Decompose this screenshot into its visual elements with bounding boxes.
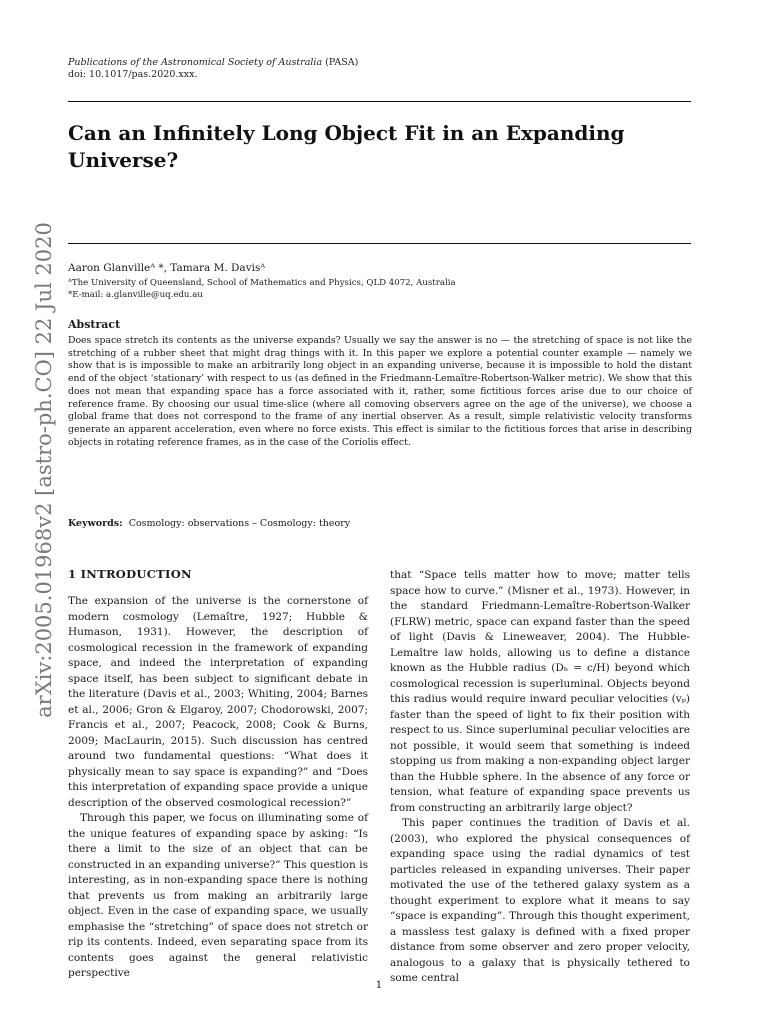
keywords-label: Keywords: <box>68 518 123 529</box>
journal-header <box>68 57 358 81</box>
affiliation-block <box>68 277 456 301</box>
paragraph: This paper continues the tradition of Davis et al. (2003), who explored the physical consequences of expanding space using the radial dynamics of test particles released in expanding universes. Their paper motivated the use of the tethered galaxy system as a thought experiment to explore what it means to say “space is expanding”. Through this thought experiment, a massless test galaxy is defined with a fixed proper distance from some observer and zero proper velocity, analogous to a galaxy that is physically tethered to some central <box>390 817 690 984</box>
abstract-text: Does space stretch its contents as the universe expands? Usually we say the answer is no — the stretching of space is not like the stretching of a rubber sheet that might drag things with it. In this paper we explore a potential counter example — namely we show that is is impossible to make an arbitrarily long object in an expanding universe, because it is impossible to hold the distant end of the object ‘stationary’ with respect to us (as defined in the Friedmann-Lemaître-Robertson-Walker metric). We show that this does not mean that expanding space has a force associated with it, rather, some fictitious forces arise due to our choice of reference frame. By choosing our usual time-slice (where all comoving observers agree on the age of the universe), we choose a global frame that does not correspond to the frame of any inertial observer. As a result, simple relativistic velocity transforms generate an apparent acceleration, even where no force exists. This effect is similar to the fictitious forces that arise in describing objects in rotating reference frames, as in the case of the Coriolis effect. <box>68 335 692 448</box>
paragraph: that “Space tells matter how to move; matter tells space how to curve.” (Misner et al., 1973). However, in the standard Friedmann-Lemaître-Robertson-Walker (FLRW) metric, space can expand faster than the speed of light (Davis & Lineweaver, 2004). The Hubble-Lemaître law holds, allowing us to define a distance known as the Hubble radius (Dₕ = c/H) beyond which cosmological recession is superluminal. Objects beyond this radius would require inward peculiar velocities (vₚ) faster than the speed of light to fix their position with respect to us. Since superluminal peculiar velocities are not possible, it would seem that something is indeed stopping us from making a non-expanding object larger than the Hubble sphere. In the absence of any force or tension, what feature of expanding space prevents us from constructing an arbitrarily large object? <box>390 569 690 814</box>
section-heading: 1 INTRODUCTION <box>68 567 192 581</box>
title-rule <box>68 243 691 244</box>
top-rule <box>68 101 691 102</box>
email: *E-mail: a.glanville@uq.edu.au <box>68 290 203 300</box>
journal-abbrev: (PASA) <box>325 57 359 68</box>
journal-name: Publications of the Astronomical Society of Australia <box>68 57 323 68</box>
right-column <box>390 568 690 987</box>
affiliation: ᴬThe University of Queensland, School of Mathematics and Physics, QLD 4072, Australia <box>68 278 456 288</box>
left-column <box>68 594 368 982</box>
paragraph: The expansion of the universe is the cornerstone of modern cosmology (Lemaître, 1927; Hubble & Humason, 1931). However, the description of cosmological recession in the framework of expanding space, and indeed the interpretation of expanding space itself, has been subject to significant debate in the literature (Davis et al., 2003; Whiting, 2004; Barnes et al., 2006; Gron & Elgaroy, 2007; Chodorowski, 2007; Francis et al., 2007; Peacock, 2008; Cook & Burns, 2009; MacLaurin, 2015). Such discussion has centred around two fundamental questions: “What does it physically mean to say space is expanding?” and “Does this interpretation of expanding space provide a unique description of the observed cosmological recession?” <box>68 595 368 809</box>
arxiv-stamp: arXiv:2005.01968v2 [astro-ph.CO] 22 Jul 2020 <box>32 222 56 718</box>
authors: Aaron Glanvilleᴬ *, Tamara M. Davisᴬ <box>68 262 266 274</box>
keywords <box>68 518 350 530</box>
abstract-heading: Abstract <box>68 318 121 331</box>
keywords-text: Cosmology: observations – Cosmology: theory <box>128 518 351 529</box>
paragraph: Through this paper, we focus on illuminating some of the unique features of expanding space by asking: “Is there a limit to the size of an object that can be constructed in an expanding universe?” This question is interesting, as in non-expanding space there is nothing that prevents us from making an arbitrarily large object. Even in the case of expanding space, we usually emphasise the “stretching” of space does not stretch or rip its contents. Indeed, even separating space from its contents goes against the general relativistic perspective <box>68 812 368 979</box>
page-number: 1 <box>375 979 383 991</box>
journal-citation <box>68 57 358 69</box>
doi: doi: 10.1017/pas.2020.xxx. <box>68 69 198 80</box>
paper-title: Can an Infinitely Long Object Fit in an Expanding Universe? <box>68 121 625 172</box>
